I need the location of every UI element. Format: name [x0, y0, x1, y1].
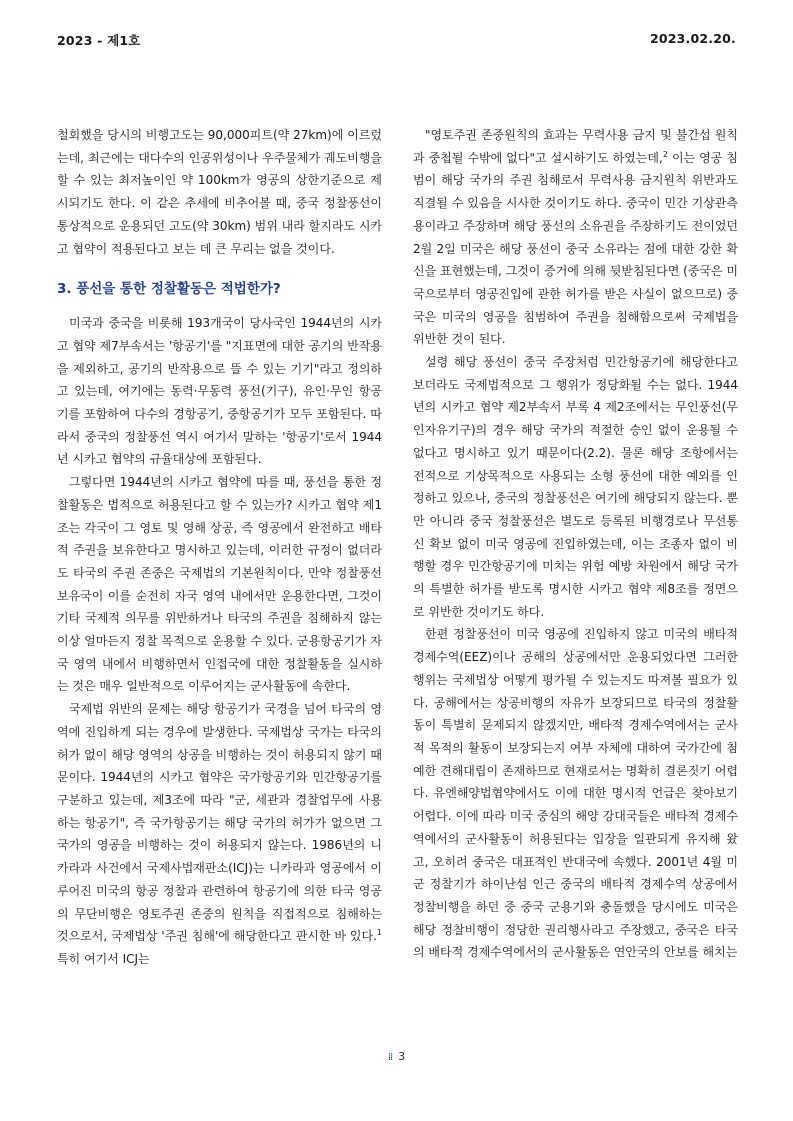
paragraph: 설령 해당 풍선이 중국 주장처럼 민간항공기에 해당한다고 보더라도 국제법적으로 그 행위가 정당화될 수는 없다. 1944년의 시카고 협약 제2부속서 부록 4 제2조에서는 무인풍선(무인자유기구)의 경우 해당 국가의 적절한 승인 없이 운용될 수 없다고 명시하고 있기 때문이다(2.2). 물론 해당 조항에서는 전적으로 기상목적으로 사용되는 소형 풍선에 대한 예외를 인정하고 있으나, 중국의 정찰풍선은 여기에 해당되지 않는다. 뿐만 아니라 중국 정찰풍선은 별도로 등록된 비행경로나 무선통신 확보 없이 미국 영공에 진입하였는데, 이는 조종자 없이 비행할 경우 민간항공기에 미치는 위험 예방 차원에서 해당 국가의 특별한 허가를 받도록 명시한 시카고 협약 제8조를 정면으로 위반한 것이기도 하다. — [413, 355, 738, 619]
right-column — [413, 124, 738, 964]
paragraph-text: 특히 여기서 ICJ는 — [57, 951, 150, 966]
page-number: 3 — [398, 1050, 406, 1063]
paragraph: 그렇다면 1944년의 시카고 협약에 따를 때, 풍선을 통한 정찰활동은 법적으로 허용된다고 할 수 있는가? 시카고 협약 제1조는 각국이 그 영토 및 영해 상공, 즉 영공에서 완전하고 배타적 주권을 보유한다고 명시하고 있는데, 이러한 규정이 없더라도 타국의 주권 존중은 국제법의 기본원칙이다. 만약 정찰풍선 보유국이 이를 순전히 자국 영역 내에서만 운용한다면, 그것이 기타 국제적 의무를 위반하거나 타국의 주권을 침해하지 않는 이상 얼마든지 정찰 목적으로 운용할 수 있다. 군용항공기가 자국 영역 내에서 비행하면서 인접국에 대한 정찰활동을 실시하는 것은 매우 일반적으로 이루어지는 군사활동에 속한다. — [57, 475, 382, 694]
paragraph-text: 이는 영공 침범이 해당 국가의 주권 침해로서 무력사용 금지원칙 위반과도 직결될 수 있음을 시사한 것이기도 하다. 중국이 민간 기상관측용이라고 주장하며 해당 풍선의 소유권을 주장하기도 전이었던 2월 2일 미국은 해당 풍선이 중국 소유라는 점에 대한 강한 확신을 표현했는데, 그것이 증거에 의해 뒷받침된다면 (중국은 미국으로부터 영공진입에 관한 허가를 받은 사실이 없으므로) 중국은 미국의 영공을 침범하여 주권을 침해함으로써 국제법을 위반한 것이 된다. — [413, 150, 739, 347]
footnote-marker: 2 — [662, 149, 668, 159]
paragraph: 철회했을 당시의 비행고도는 90,000피트(약 27km)에 이르렀는데, 최근에는 대다수의 인공위성이나 우주물체가 궤도비행을 할 수 있는 최저높이인 약 100km가 영공의 상한기준으로 제시되기도 한다. 이 같은 추세에 비추어볼 때, 중국 정찰풍선이 통상적으로 운용되던 고도(약 30km) 범위 내라 할지라도 시카고 협약이 적용된다고 보는 데 큰 무리는 없을 것이다. — [57, 128, 382, 256]
left-column — [57, 124, 382, 971]
paragraph-text: "영토주권 존중원칙의 효과는 무력사용 금지 및 불간섭 원칙과 중첩될 수밖에 없다"고 설시하기도 하였는데, — [413, 128, 738, 165]
issue-number: 2023 - 제1호 — [57, 33, 141, 48]
paragraph: 한편 정찰풍선이 미국 영공에 진입하지 않고 미국의 배타적 경제수역(EEZ)이나 공해의 상공에서만 운용되었다면 그러한 행위는 국제법상 어떻게 평가될 수 있는지도 따져볼 필요가 있다. 공해에서는 상공비행의 자유가 보장되므로 타국의 정찰활동이 특별히 문제되지 않겠지만, 배타적 경제수역에서는 군사적 목적의 활동이 보장되는지 여부 자체에 대하여 국가간에 첨예한 견해대립이 존재하므로 현재로서는 명확히 결론짓기 어렵다. 유엔해양법협약에서도 이에 대한 명시적 언급은 찾아보기 어렵다. 이에 따라 미국 중심의 해양 강대국들은 배타적 경제수역에서의 군사활동이 허용된다는 입장을 일관되게 유지해 왔고, 오히려 중국은 대표적인 반대국에 속했다. 2001년 4월 미군 정찰기가 하이난섬 인근 중국의 배타적 경제수역 상공에서 정찰비행을 하던 중 중국 군용기와 충돌했을 당시에도 미국은 해당 정찰비행이 정당한 권리행사라고 주장했고, 중국은 타국의 배타적 경제수역에서의 군사활동은 연안국의 안보를 해치는 — [413, 627, 738, 960]
footnote-marker: 1 — [376, 928, 382, 938]
paragraph-text: 국제법 위반의 문제는 해당 항공기가 국경을 넘어 타국의 영역에 진입하게 되는 경우에 발생한다. 국제법상 국가는 타국의 허가 없이 해당 영역의 상공을 비행하는 것이 허용되지 않기 때문이다. 1944년의 시카고 협약은 국가항공기와 민간항공기를 구분하고 있는데, 제3조에 따라 "군, 세관과 경찰업무에 사용하는 항공기", 즉 국가항공기는 해당 국가의 허가가 없으면 그 국가의 영공을 비행하는 것이 허용되지 않는다. 1986년의 니카라과 사건에서 국제사법재판소(ICJ)는 니카라과 영공에서 이루어진 미국의 항공 정찰과 관련하여 항공기에 의한 타국 영공의 무단비행은 영토주권 존중의 원칙을 직접적으로 침해하는 것으로서, 국제법상 '주권 침해'에 해당한다고 판시한 바 있다. — [57, 702, 382, 944]
paragraph: 미국과 중국을 비롯해 193개국이 당사국인 1944년의 시카고 협약 제7부속서는 '항공기'를 "지표면에 대한 공기의 반작용을 제외하고, 공기의 반작용으로 뜰 수 있는 기기"라고 정의하고 있는데, 여기에는 동력·무동력 풍선(기구), 유인·무인 항공기를 포함하여 다수의 경항공기, 중항공기가 모두 포함된다. 따라서 중국의 정찰풍선 역시 여기서 말하는 '항공기'로서 1944년 시카고 협약의 규율대상에 포함된다. — [57, 316, 382, 467]
paragraph — [413, 124, 738, 351]
page-footer — [0, 1050, 793, 1063]
publication-date: 2023.02.20. — [649, 31, 736, 46]
paragraph — [57, 698, 382, 970]
section-title: 3. 풍선을 통한 정찰활동은 적법한가? — [57, 281, 281, 298]
page-marker-icon: ⁞⁞ — [387, 1052, 393, 1063]
